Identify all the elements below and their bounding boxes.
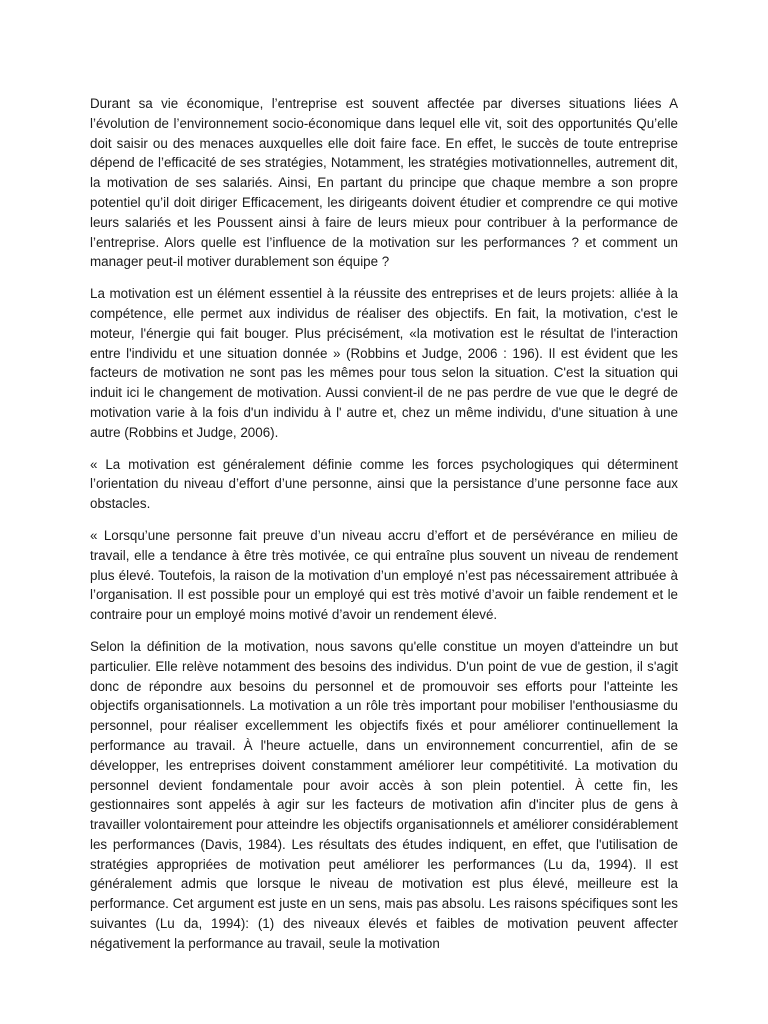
document-page	[90, 94, 678, 951]
paragraph-intro: Durant sa vie économique, l’entreprise est souvent affectée par diverses situations liées A l’évolution de l’environnement socio-économique dans lequel elle vit, soit des opportunités Qu’elle doit saisir ou des menaces auxquelles elle doit faire face. En effet, le succès de toute entreprise dépend de l’efficacité de ses stratégies, Notamment, les stratégies motivationnelles, autrement dit, la motivation de ses salariés. Ainsi, En partant du principe que chaque membre a son propre potentiel qu’il doit diriger Efficacement, les dirigeants doivent étudier et comprendre ce qui motive leurs salariés et les Poussent ainsi à faire de leurs mieux pour contribuer à la performance de l’entreprise. Alors quelle est l’influence de la motivation sur les performances ? et comment un manager peut-il motiver durablement son équipe ?	[90, 96, 678, 270]
paragraph-motivation-definition: La motivation est un élément essentiel à la réussite des entreprises et de leurs projets: alliée à la compétence, elle permet aux individus de réaliser des objectifs. En fait, la motivation, c'est le moteur, l'énergie qui fait bouger. Plus précisément, «la motivation est le résultat de l'interaction entre l'individu et une situation donnée » (Robbins et Judge, 2006 : 196). Il est évident que les facteurs de motivation ne sont pas les mêmes pour tous selon la situation. C'est la situation qui induit ici le changement de motivation. Aussi convient-il de ne pas perdre de vue que le degré de motivation varie à la fois d'un individu à l' autre et, chez un même individu, d'une situation à une autre (Robbins et Judge, 2006).	[90, 286, 678, 440]
paragraph-management-view: Selon la définition de la motivation, nous savons qu'elle constitue un moyen d'atteindre un but particulier. Elle relève notamment des besoins des individus. D'un point de vue de gestion, il s'agit donc de répondre aux besoins du personnel et de promouvoir ses efforts pour l'atteinte les objectifs organisationnels. La motivation a un rôle très important pour mobiliser l'enthousiasme du personnel, pour réaliser excellemment les objectifs fixés et pour améliorer continuellement la performance au travail. À l'heure actuelle, dans un environnement concurrentiel, afin de se développer, les entreprises doivent constamment améliorer leur compétitivité. La motivation du personnel devient fondamentale pour avoir accès à son plein potentiel. À cette fin, les gestionnaires sont appelés à agir sur les facteurs de motivation afin d'inciter plus de gens à travailler volontairement pour atteindre les objectifs organisationnels et améliorer considérablement les performances (Davis, 1984). Les résultats des études indiquent, en effet, que l'utilisation de stratégies appropriées de motivation peut améliorer les performances (Lu da, 1994). Il est généralement admis que lorsque le niveau de motivation est plus élevé, meilleure est la performance. Cet argument est juste en un sens, mais pas absolu. Les raisons spécifiques sont les suivantes (Lu da, 1994): (1) des niveaux élevés et faibles de motivation peuvent affecter négativement la performance au travail, seule la motivation	[90, 638, 678, 951]
paragraph-quote-forces: « La motivation est généralement définie comme les forces psychologiques qui déterminent l’orientation du niveau d’effort d’une personne, ainsi que la persistance d’une personne face aux obstacles.	[90, 456, 678, 512]
paragraph-quote-effort: « Lorsqu’une personne fait preuve d’un niveau accru d’effort et de persévérance en milieu de travail, elle a tendance à être très motivée, ce qui entraîne plus souvent un niveau de rendement plus élevé. Toutefois, la raison de la motivation d’un employé n’est pas nécessairement attribuée à l’organisation. Il est possible pour un employé qui est très motivé d’avoir un faible rendement et le contraire pour un employé moins motivé d’avoir un rendement élevé.	[90, 527, 678, 623]
